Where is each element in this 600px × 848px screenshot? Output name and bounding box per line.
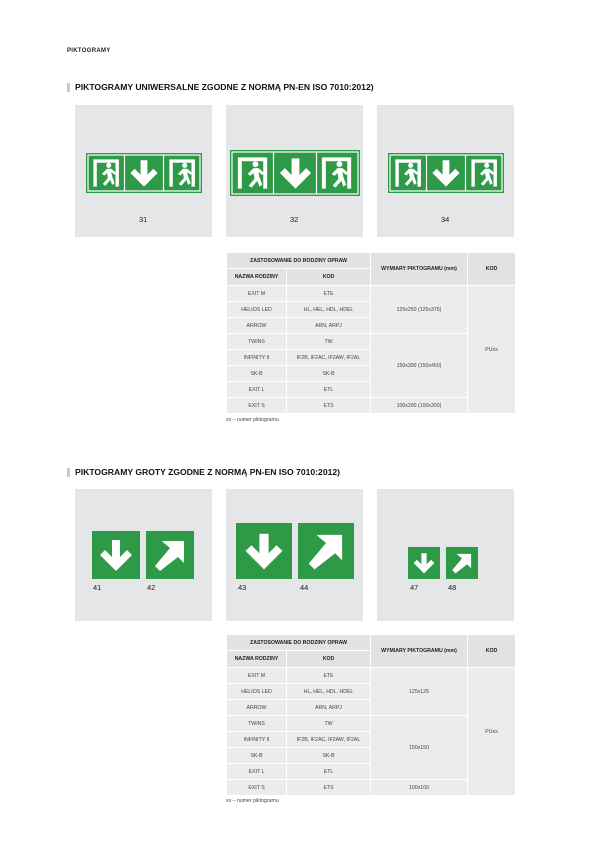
- arrow-diagonal-sign: [446, 547, 478, 579]
- family-cell: TWINS: [227, 334, 287, 350]
- code-cell: TW: [287, 716, 371, 732]
- dims-cell: 125x250 (125x375): [371, 286, 468, 334]
- code-cell: IF2B, IF2AC, IF2AW, IF2AL: [287, 732, 371, 748]
- family-cell: EXIT M: [227, 668, 287, 684]
- dims-cell: 150x150: [371, 716, 468, 780]
- table-1-note: xx – numer piktogramu: [226, 417, 279, 423]
- arrow-diagonal-sign: [146, 531, 194, 579]
- pictogram-number: 41: [93, 583, 102, 592]
- kod-header: KOD: [468, 635, 516, 668]
- family-cell: ARROW: [227, 700, 287, 716]
- code-cell: ETS: [287, 398, 371, 414]
- family-cell: TWINS: [227, 716, 287, 732]
- code-cell: SK-B: [287, 366, 371, 382]
- dims-header: WYMIARY PIKTOGRAMU (mm): [371, 635, 468, 668]
- code-cell: ETL: [287, 382, 371, 398]
- kod-cell: PUxx: [468, 668, 516, 796]
- kod-cell: PUxx: [468, 286, 516, 414]
- pictogram-number: 47: [410, 583, 419, 592]
- exit-sign-32: [230, 150, 360, 196]
- pictogram-card-32: [226, 105, 363, 237]
- family-header: NAZWA RODZINY: [227, 651, 287, 668]
- pictogram-number: 31: [139, 215, 148, 224]
- section-2-title-text: PIKTOGRAMY GROTY ZGODNE Z NORMĄ PN-EN ISO 7010:2012): [75, 467, 341, 477]
- code-header: KOD: [287, 651, 371, 668]
- code-cell: SK-B: [287, 748, 371, 764]
- family-cell: EXIT L: [227, 764, 287, 780]
- code-cell: ARN, ARPJ: [287, 700, 371, 716]
- family-cell: HELIOS LED: [227, 684, 287, 700]
- arrow-down-sign: [92, 531, 140, 579]
- pictogram-number: 44: [300, 583, 309, 592]
- dims-header: WYMIARY PIKTOGRAMU (mm): [371, 253, 468, 286]
- page-header: PIKTOGRAMY: [67, 48, 111, 54]
- arrow-diagonal-sign: [298, 523, 354, 579]
- pictogram-number: 42: [147, 583, 156, 592]
- pictogram-number: 43: [238, 583, 247, 592]
- family-cell: HELIOS LED: [227, 302, 287, 318]
- family-cell: SK-B: [227, 366, 287, 382]
- pictogram-card-31: [75, 105, 212, 237]
- code-header: KOD: [287, 269, 371, 286]
- dims-cell: 100x200 (100x300): [371, 398, 468, 414]
- family-cell: ARROW: [227, 318, 287, 334]
- pictogram-number: 48: [448, 583, 457, 592]
- spec-table-2: [226, 634, 516, 796]
- code-cell: ETE: [287, 668, 371, 684]
- title-marker: [67, 468, 70, 477]
- group-header: ZASTOSOWANIE DO RODZINY OPRAW: [227, 635, 371, 651]
- spec-table-1: [226, 252, 516, 414]
- pictogram-number: 32: [290, 215, 299, 224]
- family-cell: EXIT L: [227, 382, 287, 398]
- section-1-title-text: PIKTOGRAMY UNIWERSALNE ZGODNE Z NORMĄ PN-EN ISO 7010:2012): [75, 82, 374, 92]
- pictogram-card-43-44: [226, 489, 363, 621]
- family-cell: INFINITY II: [227, 732, 287, 748]
- family-cell: EXIT M: [227, 286, 287, 302]
- section-2-title: [67, 467, 340, 477]
- family-cell: EXIT S: [227, 398, 287, 414]
- dims-cell: 100x100: [371, 780, 468, 796]
- code-cell: ETS: [287, 780, 371, 796]
- code-cell: ETE: [287, 286, 371, 302]
- table-2-note: xx – numer piktogramu: [226, 798, 279, 804]
- pictogram-card-41-42: [75, 489, 212, 621]
- kod-header: KOD: [468, 253, 516, 286]
- arrow-down-sign: [408, 547, 440, 579]
- arrow-down-sign: [236, 523, 292, 579]
- exit-sign-34: [388, 153, 504, 193]
- code-cell: HL, HEL, HDL, HDEL: [287, 302, 371, 318]
- family-cell: SK-B: [227, 748, 287, 764]
- group-header: ZASTOSOWANIE DO RODZINY OPRAW: [227, 253, 371, 269]
- exit-sign-31: [86, 153, 202, 193]
- pictogram-card-34: [377, 105, 514, 237]
- pictogram-number: 34: [441, 215, 450, 224]
- code-cell: TW: [287, 334, 371, 350]
- family-header: NAZWA RODZINY: [227, 269, 287, 286]
- code-cell: ARN, ARPJ: [287, 318, 371, 334]
- code-cell: HL, HEL, HDL, HDEL: [287, 684, 371, 700]
- section-1-title: [67, 82, 374, 92]
- dims-cell: 125x125: [371, 668, 468, 716]
- title-marker: [67, 83, 70, 92]
- family-cell: EXIT S: [227, 780, 287, 796]
- dims-cell: 150x300 (150x450): [371, 334, 468, 398]
- pictogram-card-47-48: [377, 489, 514, 621]
- family-cell: INFINITY II: [227, 350, 287, 366]
- code-cell: ETL: [287, 764, 371, 780]
- code-cell: IF2B, IF2AC, IF2AW, IF2AL: [287, 350, 371, 366]
